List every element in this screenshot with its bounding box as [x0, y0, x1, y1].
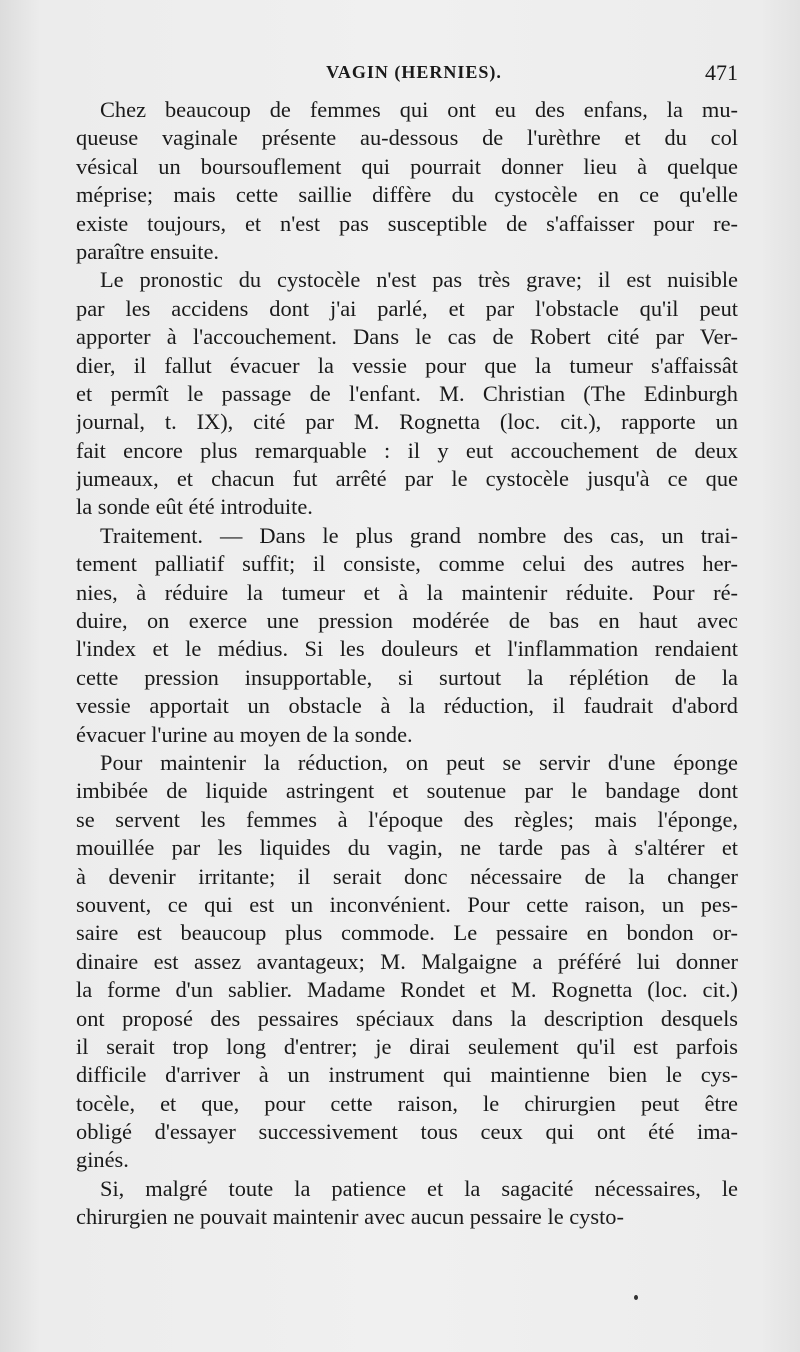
- text-line: saire est beaucoup plus commode. Le pessaire en bondon or-: [76, 920, 738, 946]
- text-line: nies, à réduire la tumeur et à la maintenir réduite. Pour ré-: [76, 579, 738, 605]
- text-line: apporter à l'accouchement. Dans le cas de Robert cité par Ver-: [76, 324, 738, 350]
- text-line: la forme d'un sablier. Madame Rondet et M. Rognetta (loc. cit.): [76, 977, 738, 1003]
- text-line: vessie apportait un obstacle à la réduction, il faudrait d'abord: [76, 693, 738, 719]
- text-line: obligé d'essayer successivement tous ceux qui ont été ima-: [76, 1119, 738, 1145]
- text-line: évacuer l'urine au moyen de la sonde.: [76, 721, 413, 747]
- paragraph: [76, 522, 738, 749]
- text-line: il serait trop long d'entrer; je dirai seulement qu'il est parfois: [76, 1033, 738, 1059]
- text-line: à devenir irritante; il serait donc nécessaire de la changer: [76, 863, 738, 889]
- running-title: VAGIN (HERNIES).: [326, 62, 502, 82]
- text-line: imbibée de liquide astringent et soutenue par le bandage dont: [76, 778, 738, 804]
- text-line: par les accidens dont j'ai parlé, et par l'obstacle qu'il peut: [76, 295, 738, 321]
- text-line: dier, il fallut évacuer la vessie pour que la tumeur s'affaissât: [76, 352, 738, 378]
- text-line: Traitement. — Dans le plus grand nombre des cas, un trai-: [100, 522, 738, 548]
- body-text: [76, 96, 738, 1232]
- text-line: Chez beaucoup de femmes qui ont eu des enfans, la mu-: [100, 97, 738, 122]
- text-line: jumeaux, et chacun fut arrêté par le cystocèle jusqu'à ce que: [76, 466, 738, 492]
- text-line: méprise; mais cette saillie diffère du cystocèle en ce qu'elle: [76, 182, 738, 208]
- paragraph: [76, 749, 738, 1175]
- text-line: tocèle, et que, pour cette raison, le chirurgien peut être: [76, 1090, 738, 1116]
- text-line: chirurgien ne pouvait maintenir avec aucun pessaire le cysto-: [76, 1204, 624, 1230]
- page-header: [76, 62, 738, 92]
- text-line: vésical un boursouflement qui pourrait donner lieu à quelque: [76, 153, 738, 179]
- text-line: se servent les femmes à l'époque des règles; mais l'éponge,: [76, 806, 738, 832]
- text-line: fait encore plus remarquable : il y eut accouchement de deux: [76, 437, 738, 463]
- text-line: ont proposé des pessaires spéciaux dans la description desquels: [76, 1005, 738, 1031]
- text-line: dinaire est assez avantageux; M. Malgaigne a préféré lui donner: [76, 948, 738, 974]
- text-line: paraître ensuite.: [76, 238, 219, 264]
- text-line: difficile d'arriver à un instrument qui maintienne bien le cys-: [76, 1062, 738, 1088]
- text-line: duire, on exerce une pression modérée de bas en haut avec: [76, 608, 738, 634]
- text-line: souvent, ce qui est un inconvénient. Pour cette raison, un pes-: [76, 891, 738, 917]
- text-line: l'index et le médius. Si les douleurs et l'inflammation rendaient: [76, 636, 738, 662]
- text-line: et permît le passage de l'enfant. M. Christian (The Edinburgh: [76, 380, 738, 406]
- paragraph: [76, 1175, 738, 1232]
- text-line: Si, malgré toute la patience et la sagacité nécessaires, le: [100, 1175, 738, 1201]
- text-line: Pour maintenir la réduction, on peut se servir d'une éponge: [100, 749, 738, 775]
- text-line: journal, t. IX), cité par M. Rognetta (loc. cit.), rapporte un: [76, 409, 738, 435]
- ink-speck: [634, 1295, 638, 1300]
- text-line: mouillée par les liquides du vagin, ne tarde pas à s'altérer et: [76, 835, 738, 861]
- paragraph: [76, 266, 738, 522]
- text-line: tement palliatif suffit; il consiste, comme celui des autres her-: [76, 551, 738, 577]
- text-line: cette pression insupportable, si surtout la réplétion de la: [76, 664, 738, 690]
- text-line: queuse vaginale présente au-dessous de l'urèthre et du col: [76, 125, 738, 151]
- text-line: existe toujours, et n'est pas susceptible de s'affaisser pour re-: [76, 210, 738, 236]
- text-line: Le pronostic du cystocèle n'est pas très grave; il est nuisible: [100, 267, 738, 293]
- page-number: 471: [705, 60, 738, 85]
- paragraph: [76, 96, 738, 266]
- text-line: ginés.: [76, 1147, 129, 1173]
- text-line: la sonde eût été introduite.: [76, 494, 313, 520]
